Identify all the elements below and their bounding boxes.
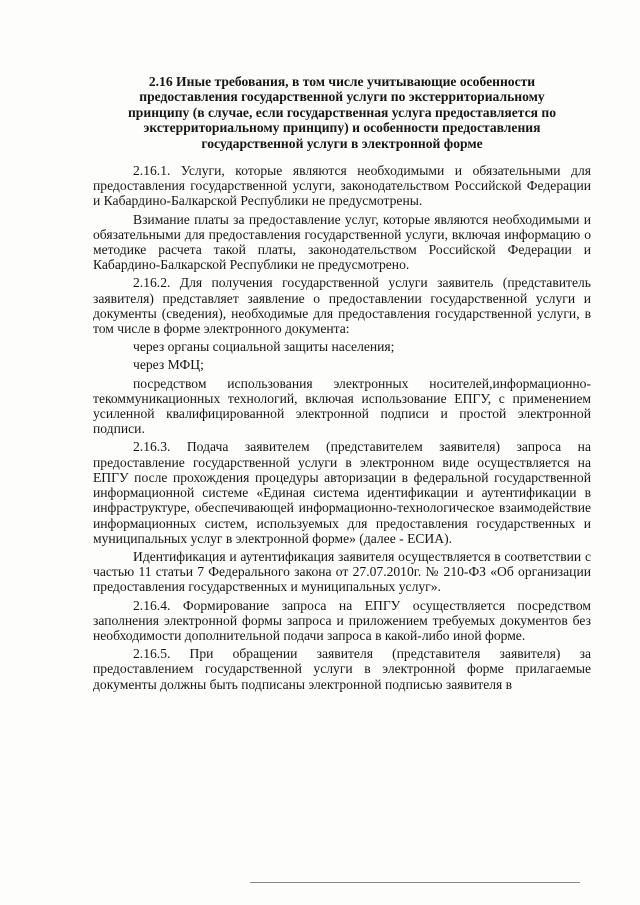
list-item-mfc: через МФЦ; [133, 357, 204, 373]
paragraph-2-16-5: 2.16.5. При обращении заявителя (представителя заявителя) за предоставлением государственной услуги в электронной форме прилагаемые документы должны быть подписаны электронной подписью заявителя в [93, 646, 591, 692]
paragraph-2-16-4: 2.16.4. Формирование запроса на ЕПГУ осуществляется посредством заполнения электронной формы запроса и приложением требуемых документов без необходимости дополнительной подачи запроса в какой-либо иной форме. [93, 597, 591, 643]
list-item-social-protection: через органы социальной защиты населения; [133, 339, 395, 355]
list-item-electronic: посредством использования электронных носителей,информационно-текоммуникационных технологий, включая использование ЕПГУ, с применением усиленной квалифицированной электронной подписи и простой электронной подписи. [93, 375, 591, 437]
paragraph-2-16-2: 2.16.2. Для получения государственной услуги заявитель (представитель заявителя) представляет заявление о предоставлении государственной услуги и документы (сведения), необходимые для предоставления государственной услуги, в том числе в форме электронного документа: [93, 275, 591, 337]
paragraph-fee: Взимание платы за предоставление услуг, которые являются необходимыми и обязательными для предоставления государственной услуги, включая информацию о методике расчета такой платы, законодательством Российской Федерации и Кабардино-Балкарской Республики не предусмотрено. [93, 211, 591, 273]
heading-line: 2.16 Иные требования, в том числе учитывающие особенности [148, 74, 536, 89]
document-body [93, 74, 591, 695]
heading-line: государственной услуги в электронной форме [201, 135, 483, 151]
section-heading [93, 74, 591, 151]
bottom-rule [250, 882, 580, 885]
heading-line: принципу (в случае, если государственная услуга предоставляется по [127, 104, 557, 120]
paragraph-2-16-1: 2.16.1. Услуги, которые являются необходимыми и обязательными для предоставления государственной услуги, законодательством Российской Федерации и Кабардино-Балкарской Республики не предусмотрены. [93, 163, 591, 209]
heading-line: предоставления государственной услуги по экстерриториальному [139, 89, 545, 105]
heading-line: экстерриториальному принципу) и особенности предоставления [143, 120, 541, 136]
paragraph-2-16-3: 2.16.3. Подача заявителем (представителем заявителя) запроса на предоставление государственной услуги в электронном виде осуществляется на ЕПГУ после прохождения процедуры авторизации в федеральной государственной информационной системе «Единая система идентификации и аутентификации в инфраструктуре, обеспечивающей информационно-технологическое взаимодействие информационных систем, используемых для предоставления государственных и муниципальных услуг в электронной форме» (далее - ЕСИА). [93, 439, 591, 546]
paragraph-identification: Идентификация и аутентификация заявителя осуществляется в соответствии с частью 11 статьи 7 Федерального закона от 27.07.2010г. № 210-ФЗ «Об организации предоставления государственных и муниципальных услуг». [93, 548, 591, 595]
